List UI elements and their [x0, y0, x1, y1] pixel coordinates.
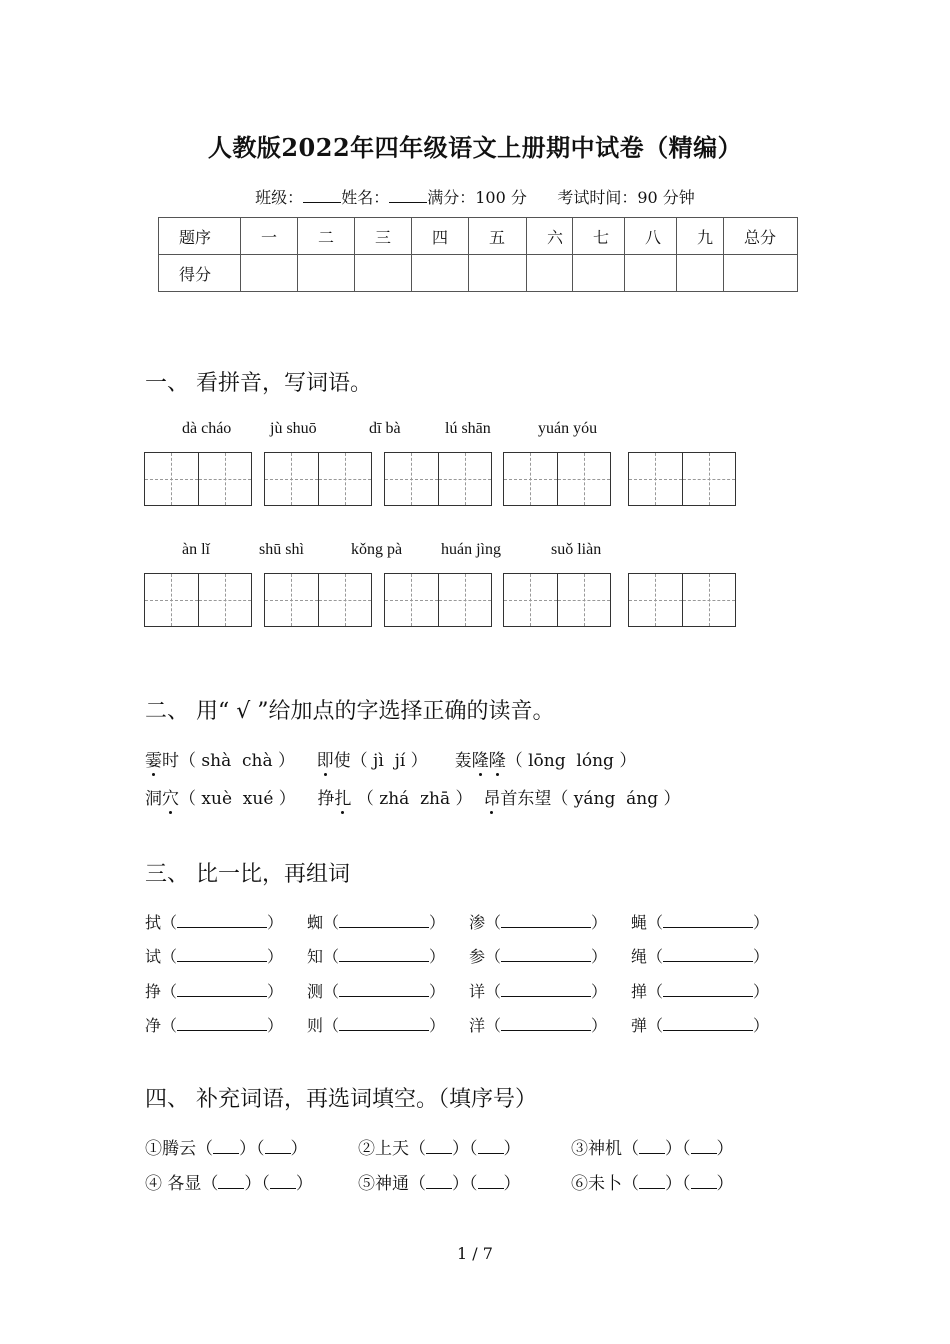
pinyin-label: yuán yóu [538, 420, 598, 437]
word-row [145, 910, 793, 933]
word-item[interactable]: 试（ ） [145, 947, 284, 966]
score-header-cell: 题序 [159, 218, 241, 255]
exam-info [0, 185, 950, 208]
score-cell[interactable] [469, 255, 527, 292]
class-blank[interactable] [303, 188, 341, 203]
idiom-row [145, 1169, 784, 1194]
word-item[interactable]: 净（ ） [145, 1016, 284, 1035]
word-item[interactable]: 蝇（ ） [631, 913, 770, 932]
score-header-cell: 九 [677, 218, 724, 255]
reading-item[interactable]: 霎时（ shà chà ） [145, 751, 295, 771]
writing-grid[interactable] [264, 452, 372, 506]
pinyin-label: jù shuō [270, 420, 317, 437]
reading-item[interactable]: 挣扎 （ zhá zhā ） [317, 789, 472, 809]
idiom-row [145, 1134, 784, 1159]
dotted-char: 隆 [472, 746, 489, 771]
word-row [145, 944, 793, 967]
writing-grid[interactable] [384, 573, 492, 627]
pinyin-label: lú shān [445, 420, 491, 437]
score-table-score-row [159, 255, 798, 292]
word-item[interactable]: 知（ ） [307, 947, 446, 966]
score-cell[interactable] [527, 255, 573, 292]
score-header-cell: 四 [412, 218, 469, 255]
score-header-cell: 一 [241, 218, 298, 255]
score-header-cell: 六 [527, 218, 573, 255]
score-header-cell: 八 [625, 218, 677, 255]
score-cell[interactable] [355, 255, 412, 292]
pinyin-label: àn lǐ [182, 541, 210, 558]
score-cell[interactable] [724, 255, 798, 292]
pinyin-label: suǒ liàn [551, 541, 602, 558]
score-table-header-row [159, 218, 798, 255]
idiom-item[interactable]: ③神机（ ）（ ） [571, 1139, 734, 1159]
word-item[interactable]: 蜘（ ） [307, 913, 446, 932]
exam-time: 考试时间：90 分钟 [557, 188, 695, 207]
name-blank[interactable] [389, 188, 427, 203]
word-item[interactable]: 掸（ ） [631, 982, 770, 1001]
word-item[interactable]: 则（ ） [307, 1016, 446, 1035]
class-label: 班级： [255, 188, 304, 207]
full-score: 满分：100 分 [427, 188, 527, 207]
writing-grid[interactable] [503, 573, 611, 627]
reading-item[interactable]: 昂首东望（ yáng áng ） [483, 789, 680, 809]
score-header-cell: 二 [298, 218, 355, 255]
dotted-char: 即 [317, 746, 334, 771]
section-2-heading: 二、 用“ √ ”给加点的字选择正确的读音。 [145, 699, 555, 724]
word-row [145, 979, 793, 1002]
dotted-char: 穴 [162, 784, 179, 809]
word-item[interactable]: 洋（ ） [469, 1016, 608, 1035]
reading-row [145, 784, 681, 809]
word-item[interactable]: 挣（ ） [145, 982, 284, 1001]
word-row [145, 1013, 793, 1036]
score-cell[interactable] [241, 255, 298, 292]
word-item[interactable]: 测（ ） [307, 982, 446, 1001]
dotted-char: 昂 [483, 784, 500, 809]
score-cell[interactable] [677, 255, 724, 292]
score-header-cell: 总分 [724, 218, 798, 255]
section-3-heading: 三、 比一比，再组词 [145, 862, 350, 887]
score-header-cell: 五 [469, 218, 527, 255]
pinyin-label: dī bà [369, 420, 401, 437]
pinyin-label: huán jìng [441, 541, 501, 558]
name-label: 姓名： [341, 188, 390, 207]
writing-grid[interactable] [144, 452, 252, 506]
writing-grid[interactable] [384, 452, 492, 506]
idiom-item[interactable]: ②上天（ ）（ ） [358, 1139, 521, 1159]
word-item[interactable]: 参（ ） [469, 947, 608, 966]
word-item[interactable]: 渗（ ） [469, 913, 608, 932]
reading-item[interactable]: 即使（ jì jí ） [317, 751, 428, 771]
pinyin-label: dà cháo [182, 420, 232, 437]
reading-row [145, 746, 636, 771]
score-cell[interactable] [298, 255, 355, 292]
section-1-heading: 一、 看拼音，写词语。 [145, 371, 372, 396]
dotted-char: 扎 [334, 784, 351, 809]
score-header-cell: 七 [573, 218, 625, 255]
writing-grid[interactable] [503, 452, 611, 506]
section-4-heading: 四、 补充词语，再选词填空。（填序号） [145, 1087, 537, 1112]
writing-grid[interactable] [264, 573, 372, 627]
score-row-label: 得分 [159, 255, 241, 292]
writing-grid[interactable] [628, 452, 736, 506]
score-cell[interactable] [573, 255, 625, 292]
word-item[interactable]: 详（ ） [469, 982, 608, 1001]
reading-item[interactable]: 洞穴（ xuè xué ） [145, 789, 296, 809]
word-item[interactable]: 弹（ ） [631, 1016, 770, 1035]
dotted-char: 隆 [489, 746, 506, 771]
idiom-item[interactable]: ④ 各显（ ）（ ） [145, 1174, 313, 1194]
reading-item[interactable]: 轰隆隆（ lōng lóng ） [455, 751, 637, 771]
score-table [158, 217, 798, 292]
dotted-char: 霎 [145, 746, 162, 771]
idiom-item[interactable]: ①腾云（ ）（ ） [145, 1139, 308, 1159]
idiom-item[interactable]: ⑤神通（ ）（ ） [358, 1174, 521, 1194]
page-title: 人教版2022年四年级语文上册期中试卷（精编） [207, 133, 743, 162]
score-header-cell: 三 [355, 218, 412, 255]
pinyin-label: kǒng pà [351, 541, 403, 558]
writing-grid[interactable] [144, 573, 252, 627]
page-number: 1 / 7 [457, 1244, 493, 1263]
word-item[interactable]: 拭（ ） [145, 913, 284, 932]
idiom-item[interactable]: ⑥未卜（ ）（ ） [571, 1174, 734, 1194]
word-item[interactable]: 绳（ ） [631, 947, 770, 966]
score-cell[interactable] [412, 255, 469, 292]
pinyin-label: shū shì [259, 541, 304, 558]
writing-grid[interactable] [628, 573, 736, 627]
score-cell[interactable] [625, 255, 677, 292]
